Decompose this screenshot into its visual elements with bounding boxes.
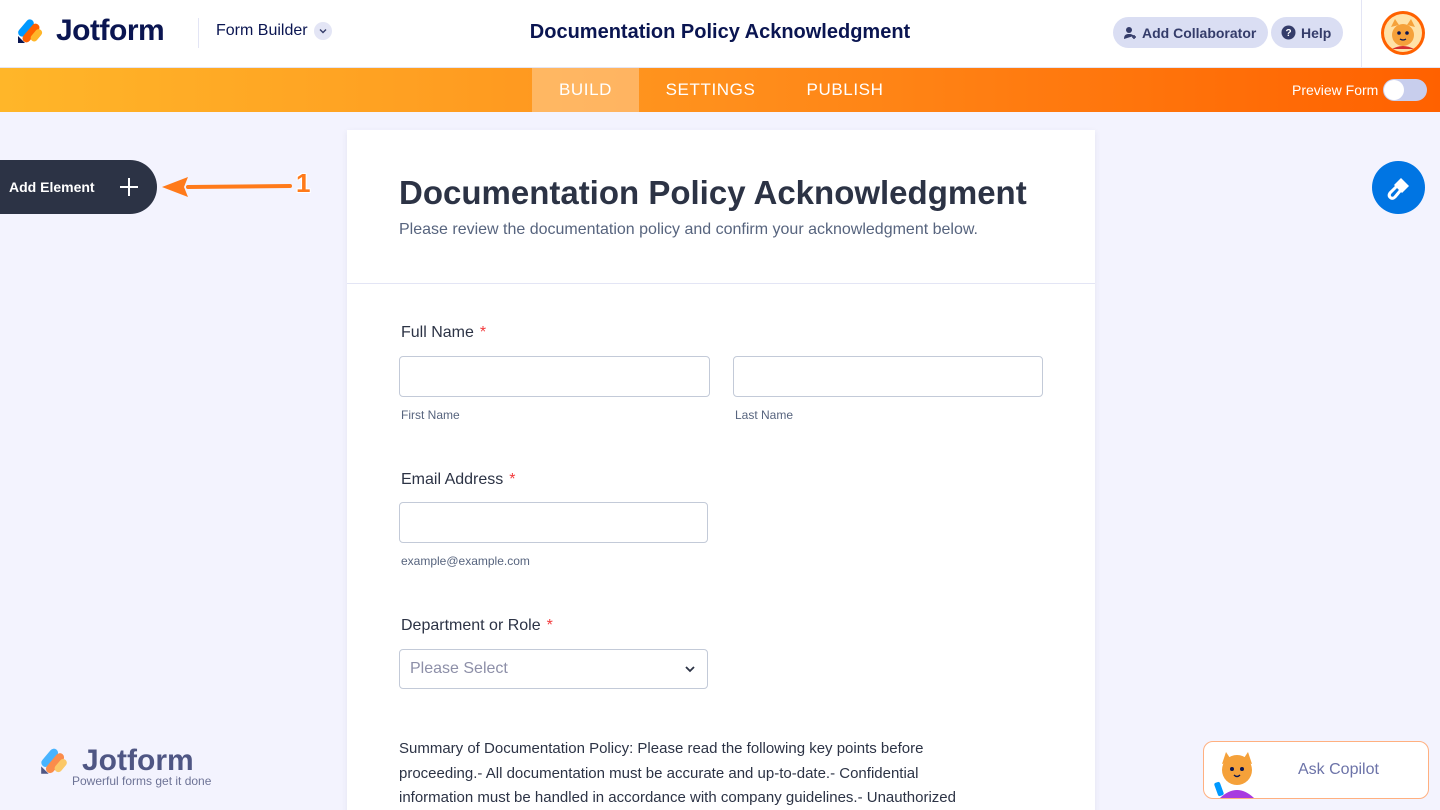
- tab-settings[interactable]: SETTINGS: [665, 80, 756, 99]
- last-name-input[interactable]: [733, 356, 1043, 397]
- svg-text:?: ?: [1285, 28, 1292, 39]
- brand-name: Jotform: [56, 14, 165, 47]
- summary-line: information must be handled in accordance with company guidelines.- Unauthorized: [399, 789, 956, 806]
- help-icon: [1281, 25, 1296, 40]
- jotform-watermark[interactable]: [38, 744, 212, 788]
- required-asterisk: *: [509, 471, 516, 488]
- header-form-title[interactable]: Documentation Policy Acknowledgment: [529, 21, 911, 43]
- form-designer-button[interactable]: [1372, 161, 1425, 214]
- paint-roller-icon: [1386, 175, 1412, 201]
- add-collaborator-button[interactable]: [1113, 17, 1268, 48]
- user-avatar[interactable]: [1381, 11, 1425, 55]
- summary-line: Summary of Documentation Policy: Please read the following key points before: [399, 740, 924, 757]
- help-button[interactable]: [1271, 17, 1343, 48]
- preview-form-toggle[interactable]: [1383, 79, 1427, 101]
- chevron-down-icon: [683, 662, 697, 676]
- toggle-knob: [1384, 80, 1404, 100]
- form-subheading[interactable]: Please review the documentation policy and confirm your acknowledgment below.: [399, 221, 978, 238]
- chevron-down-icon: [314, 22, 332, 40]
- summary-line: proceeding.- All documentation must be accurate and up-to-date.- Confidential: [399, 764, 919, 782]
- jotform-logo[interactable]: [16, 14, 164, 48]
- plus-icon: [118, 176, 140, 198]
- first-name-input[interactable]: [399, 356, 710, 397]
- top-header: [0, 0, 1440, 68]
- tab-publish[interactable]: PUBLISH: [806, 80, 884, 99]
- form-card: [347, 130, 1095, 810]
- add-element-button[interactable]: [0, 160, 157, 214]
- watermark-tagline: Powerful forms get it done: [72, 774, 212, 788]
- email-input[interactable]: [399, 502, 708, 543]
- header-divider-right: [1361, 0, 1362, 68]
- jotform-logo-icon: [16, 15, 46, 47]
- preview-form-label: Preview Form: [1292, 82, 1379, 98]
- help-label: Help: [1301, 24, 1332, 41]
- form-builder-menu[interactable]: [216, 22, 332, 40]
- ask-copilot-button[interactable]: [1203, 741, 1429, 799]
- header-divider: [198, 18, 199, 48]
- policy-summary-text[interactable]: [399, 737, 999, 810]
- required-asterisk: *: [479, 324, 487, 341]
- full-name-label[interactable]: [401, 324, 486, 342]
- ask-copilot-label: Ask Copilot: [1298, 761, 1379, 778]
- department-label[interactable]: [401, 617, 553, 635]
- cat-avatar-icon: [1383, 13, 1423, 53]
- last-name-sublabel: Last Name: [735, 408, 794, 422]
- email-sublabel: example@example.com: [401, 554, 530, 568]
- add-user-icon: [1123, 26, 1137, 40]
- annotation-arrow-icon: [160, 174, 292, 200]
- department-placeholder: Please Select: [410, 660, 508, 677]
- jotform-logo-icon: [38, 744, 72, 778]
- email-label-text: Email Address: [401, 471, 504, 488]
- annotation-number: 1: [296, 168, 311, 198]
- email-label[interactable]: [401, 471, 516, 489]
- department-select[interactable]: [399, 649, 708, 689]
- first-name-sublabel: First Name: [401, 408, 460, 422]
- heading-divider: [347, 283, 1095, 284]
- form-builder-label: Form Builder: [216, 22, 308, 39]
- add-element-label: Add Element: [9, 179, 95, 195]
- full-name-label-text: Full Name: [401, 324, 474, 341]
- tab-build[interactable]: BUILD: [532, 68, 639, 112]
- watermark-brand: Jotform: [82, 744, 194, 777]
- form-heading[interactable]: Documentation Policy Acknowledgment: [399, 174, 1027, 211]
- builder-navbar: [0, 68, 1440, 112]
- department-label-text: Department or Role: [401, 617, 541, 634]
- required-asterisk: *: [546, 617, 553, 634]
- copilot-cat-icon: [1212, 748, 1264, 798]
- add-collaborator-label: Add Collaborator: [1142, 24, 1257, 41]
